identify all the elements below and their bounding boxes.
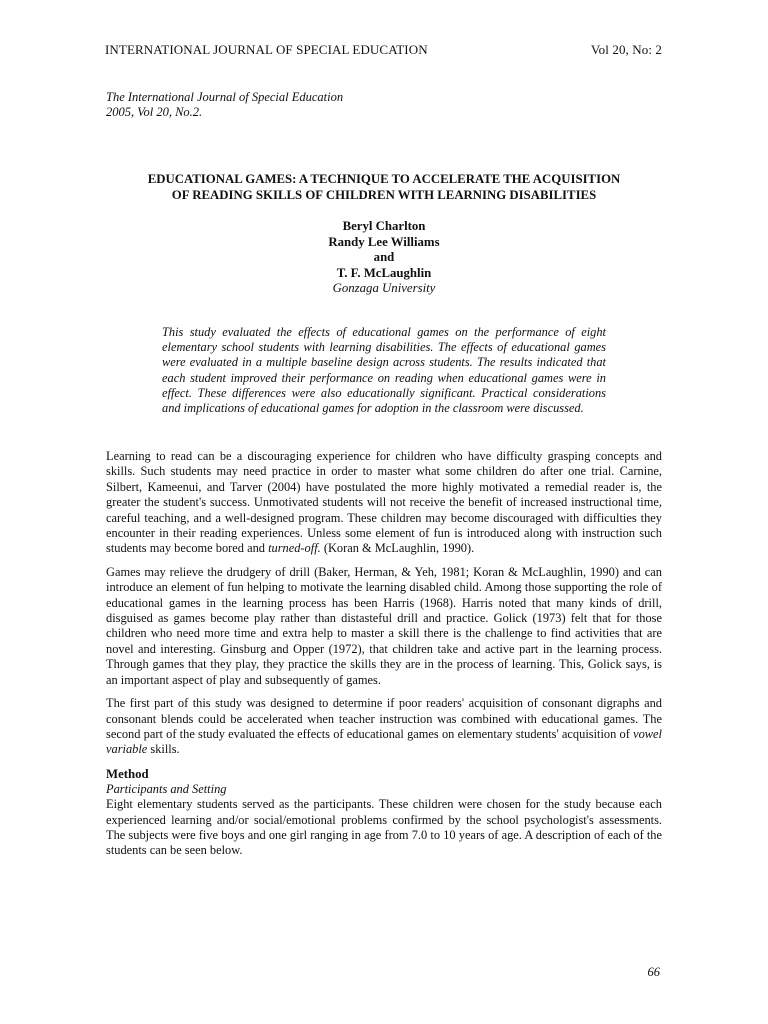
paragraph-purpose (106, 696, 662, 758)
volume-info: Vol 20, No: 2 (590, 42, 662, 57)
paragraph-games: Games may relieve the drudgery of drill (Baker, Herman, & Yeh, 1981; Koran & McLaughlin, 1990) and can introduce an element of fun helping to motivate the learning disabled child. Among those supporting the role of educational games in the learning process has been Harris (1968). Harris noted that many kinds of drill, disguised as games become play rather than distasteful drill and practice. Golick (1973) felt that for those children who need more time and extra help to master a skill there is the challenge to find activities that are novel and interesting. Ginsburg and Opper (1972), that children take and active part in the learning process. Through games that they play, they practice the skills they are in the process of learning. This, Golick says, is an important aspect of play and subsequently of games. (106, 564, 662, 687)
paragraph-purpose-tail: skills. (147, 742, 180, 757)
method-heading: Method (106, 766, 149, 781)
author-block (200, 219, 568, 297)
paragraph-intro-citation: (Koran & McLaughlin, 1990). (320, 541, 475, 556)
paragraph-purpose-emphasis: vowel variable (106, 726, 662, 757)
title-line-2: OF READING SKILLS OF CHILDREN WITH LEARNING DISABILITIES (171, 188, 597, 202)
paragraph-participants: Eight elementary students served as the participants. These children were chosen for the study because each experienced learning and/or social/emotional problems confirmed by the school psychologist's assessments. The subjects were five boys and one girl ranging in age from 7.0 to 10 years of age. A description of each of the students can be seen below. (106, 797, 662, 858)
journal-name: INTERNATIONAL JOURNAL OF SPECIAL EDUCATION (105, 42, 428, 57)
citation-block (106, 90, 343, 120)
page-number: 66 (647, 965, 660, 979)
author-2: Randy Lee Williams (328, 234, 440, 249)
paragraph-intro-emphasis: turned-off. (268, 541, 321, 556)
author-conjunction: and (373, 250, 395, 264)
title-line-1: EDUCATIONAL GAMES: A TECHNIQUE TO ACCELERATE THE ACQUISITION (147, 172, 621, 186)
citation-year-volume: 2005, Vol 20, No.2. (106, 105, 203, 119)
author-3: T. F. McLaughlin (336, 265, 432, 280)
article-title (100, 171, 668, 203)
author-1: Beryl Charlton (342, 219, 426, 233)
paragraph-intro-text: Learning to read can be a discouraging experience for children who have difficulty grasping concepts and skills. Such students may need practice in order to master what some children do after one trial. Carnine, Silbert, Kameenui, and Tarver (2004) have postulated the more highly motivated a remedial reader is, the greater the student's success. Unmotivated students will not receive the benefit of increased instructional time, careful teaching, and a well-designed program. These children may become discouraged with difficulties they encounter in their reading experiences. Unless some element of fun is introduced along with instruction such students may become bored and (106, 449, 662, 556)
participants-heading: Participants and Setting (106, 781, 227, 796)
affiliation: Gonzaga University (332, 281, 436, 295)
abstract: This study evaluated the effects of educational games on the performance of eight elementary school students with learning disabilities. The effects of educational games were evaluated in a multiple baseline design across students. The results indicated that each student improved their performance on reading when educational games were in effect. These differences were also educationally significant. Practical considerations and implications of educational games for adoption in the classroom were discussed. (162, 325, 606, 416)
citation-journal: The International Journal of Special Education (106, 90, 344, 104)
article-body (106, 449, 662, 859)
paragraph-purpose-text: The first part of this study was designed to determine if poor readers' acquisition of consonant digraphs and consonant blends could be accelerated when teacher instruction was combined with educational games. The second part of the study evaluated the effects of educational games on elementary students' acquisition of (106, 696, 662, 741)
paragraph-intro (106, 449, 662, 557)
